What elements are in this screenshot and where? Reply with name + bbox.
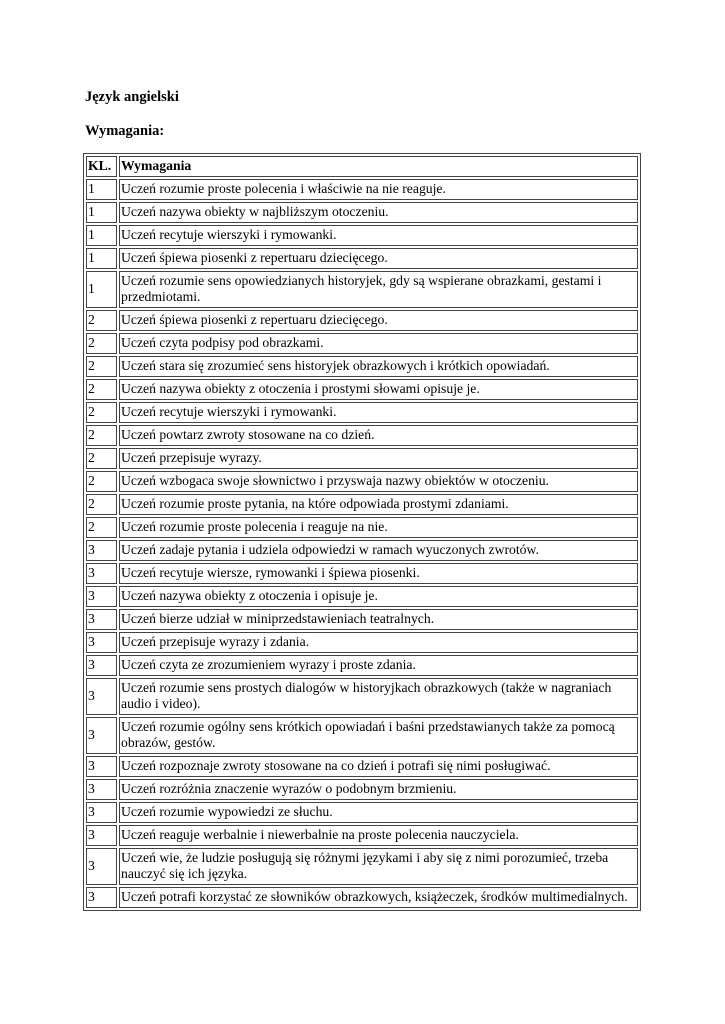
table-row bbox=[86, 756, 638, 777]
table-row bbox=[86, 179, 638, 200]
requirement-cell: Uczeń przepisuje wyrazy i zdania. bbox=[119, 632, 638, 653]
table-row bbox=[86, 848, 638, 885]
requirement-cell: Uczeń rozumie proste pytania, na które odpowiada prostymi zdaniami. bbox=[119, 494, 638, 515]
requirement-cell: Uczeń powtarz zwroty stosowane na co dzień. bbox=[119, 425, 638, 446]
class-level-cell: 3 bbox=[86, 825, 117, 846]
table-row bbox=[86, 248, 638, 269]
requirement-cell: Uczeń potrafi korzystać ze słowników obrazkowych, książeczek, środków multimedialnych. bbox=[119, 887, 638, 908]
table-row bbox=[86, 356, 638, 377]
requirement-cell: Uczeń rozumie sens prostych dialogów w historyjkach obrazkowych (także w nagraniach audio i video). bbox=[119, 678, 638, 715]
table-row bbox=[86, 825, 638, 846]
class-level-cell: 1 bbox=[86, 179, 117, 200]
table-row bbox=[86, 448, 638, 469]
requirement-cell: Uczeń przepisuje wyrazy. bbox=[119, 448, 638, 469]
table-row bbox=[86, 802, 638, 823]
header-kl: KL. bbox=[86, 156, 117, 177]
requirement-cell: Uczeń śpiewa piosenki z repertuaru dziecięcego. bbox=[119, 248, 638, 269]
class-level-cell: 1 bbox=[86, 271, 117, 308]
requirement-cell: Uczeń rozumie wypowiedzi ze słuchu. bbox=[119, 802, 638, 823]
requirement-cell: Uczeń reaguje werbalnie i niewerbalnie na proste polecenia nauczyciela. bbox=[119, 825, 638, 846]
table-row bbox=[86, 717, 638, 754]
table-row bbox=[86, 517, 638, 538]
requirement-cell: Uczeń rozumie proste polecenia i reaguje na nie. bbox=[119, 517, 638, 538]
requirement-cell: Uczeń rozumie proste polecenia i właściwie na nie reaguje. bbox=[119, 179, 638, 200]
table-row bbox=[86, 494, 638, 515]
class-level-cell: 2 bbox=[86, 379, 117, 400]
requirement-cell: Uczeń wie, że ludzie posługują się różnymi językami i aby się z nimi porozumieć, trzeba nauczyć się ich języka. bbox=[119, 848, 638, 885]
table-row bbox=[86, 779, 638, 800]
requirement-cell: Uczeń rozumie sens opowiedzianych historyjek, gdy są wspierane obrazkami, gestami i przedmiotami. bbox=[119, 271, 638, 308]
class-level-cell: 3 bbox=[86, 540, 117, 561]
class-level-cell: 2 bbox=[86, 310, 117, 331]
class-level-cell: 3 bbox=[86, 655, 117, 676]
requirements-table bbox=[83, 153, 641, 911]
requirements-table-body bbox=[86, 179, 638, 908]
table-row bbox=[86, 310, 638, 331]
requirement-cell: Uczeń recytuje wiersze, rymowanki i śpiewa piosenki. bbox=[119, 563, 638, 584]
table-row bbox=[86, 632, 638, 653]
table-row bbox=[86, 379, 638, 400]
class-level-cell: 3 bbox=[86, 717, 117, 754]
requirement-cell: Uczeń recytuje wierszyki i rymowanki. bbox=[119, 225, 638, 246]
requirement-cell: Uczeń stara się zrozumieć sens historyjek obrazkowych i krótkich opowiadań. bbox=[119, 356, 638, 377]
class-level-cell: 3 bbox=[86, 563, 117, 584]
requirement-cell: Uczeń bierze udział w miniprzedstawieniach teatralnych. bbox=[119, 609, 638, 630]
requirement-cell: Uczeń czyta ze zrozumieniem wyrazy i proste zdania. bbox=[119, 655, 638, 676]
table-row bbox=[86, 609, 638, 630]
table-row bbox=[86, 225, 638, 246]
requirement-cell: Uczeń czyta podpisy pod obrazkami. bbox=[119, 333, 638, 354]
class-level-cell: 3 bbox=[86, 586, 117, 607]
requirement-cell: Uczeń recytuje wierszyki i rymowanki. bbox=[119, 402, 638, 423]
requirement-cell: Uczeń rozumie ogólny sens krótkich opowiadań i baśni przedstawianych także za pomocą obrazów, gestów. bbox=[119, 717, 638, 754]
class-level-cell: 3 bbox=[86, 632, 117, 653]
table-row bbox=[86, 563, 638, 584]
class-level-cell: 2 bbox=[86, 448, 117, 469]
table-row bbox=[86, 655, 638, 676]
table-row bbox=[86, 471, 638, 492]
table-row bbox=[86, 333, 638, 354]
requirements-heading: Wymagania: bbox=[85, 123, 165, 139]
table-row bbox=[86, 402, 638, 423]
requirement-cell: Uczeń rozróżnia znaczenie wyrazów o podobnym brzmieniu. bbox=[119, 779, 638, 800]
class-level-cell: 3 bbox=[86, 678, 117, 715]
requirement-cell: Uczeń wzbogaca swoje słownictwo i przyswaja nazwy obiektów w otoczeniu. bbox=[119, 471, 638, 492]
requirement-cell: Uczeń nazywa obiekty z otoczenia i prostymi słowami opisuje je. bbox=[119, 379, 638, 400]
class-level-cell: 2 bbox=[86, 402, 117, 423]
class-level-cell: 2 bbox=[86, 494, 117, 515]
requirement-cell: Uczeń rozpoznaje zwroty stosowane na co dzień i potrafi się nimi posługiwać. bbox=[119, 756, 638, 777]
class-level-cell: 1 bbox=[86, 248, 117, 269]
class-level-cell: 2 bbox=[86, 471, 117, 492]
table-row bbox=[86, 202, 638, 223]
table-row bbox=[86, 425, 638, 446]
table-header-row bbox=[86, 156, 638, 177]
table-row bbox=[86, 586, 638, 607]
class-level-cell: 1 bbox=[86, 225, 117, 246]
class-level-cell: 3 bbox=[86, 779, 117, 800]
class-level-cell: 1 bbox=[86, 202, 117, 223]
class-level-cell: 2 bbox=[86, 356, 117, 377]
document-title: Język angielski bbox=[85, 89, 179, 105]
table-row bbox=[86, 887, 638, 908]
class-level-cell: 2 bbox=[86, 517, 117, 538]
requirement-cell: Uczeń śpiewa piosenki z repertuaru dziecięcego. bbox=[119, 310, 638, 331]
header-requirement: Wymagania bbox=[119, 156, 638, 177]
requirement-cell: Uczeń nazywa obiekty w najbliższym otoczeniu. bbox=[119, 202, 638, 223]
class-level-cell: 3 bbox=[86, 848, 117, 885]
table-row bbox=[86, 540, 638, 561]
class-level-cell: 2 bbox=[86, 425, 117, 446]
requirement-cell: Uczeń zadaje pytania i udziela odpowiedzi w ramach wyuczonych zwrotów. bbox=[119, 540, 638, 561]
class-level-cell: 3 bbox=[86, 756, 117, 777]
class-level-cell: 3 bbox=[86, 887, 117, 908]
class-level-cell: 2 bbox=[86, 333, 117, 354]
requirement-cell: Uczeń nazywa obiekty z otoczenia i opisuje je. bbox=[119, 586, 638, 607]
class-level-cell: 3 bbox=[86, 802, 117, 823]
table-row bbox=[86, 271, 638, 308]
class-level-cell: 3 bbox=[86, 609, 117, 630]
table-row bbox=[86, 678, 638, 715]
